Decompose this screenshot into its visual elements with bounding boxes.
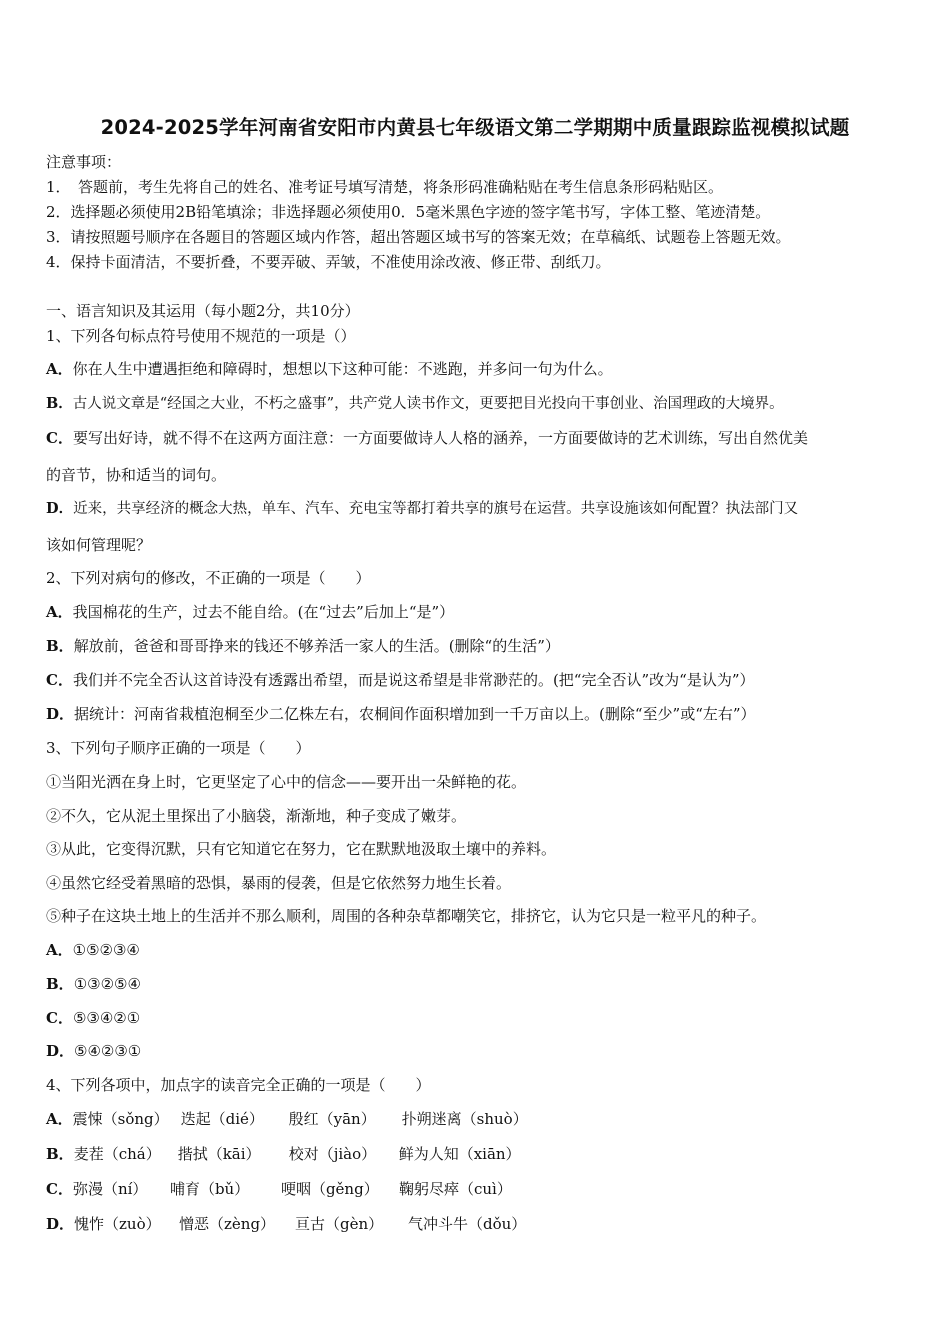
question-1-option-b (46, 394, 784, 414)
option-text: ①⑤②③④ (72, 941, 140, 959)
question-3-sentence-4: ④虽然它经受着黑暗的恐惧，暴雨的侵袭，但是它依然努力地生长着。 (46, 874, 512, 892)
option-word: 愧怍（zuò） (74, 1215, 161, 1233)
option-word: 震悚（sǒng） (72, 1110, 169, 1128)
notice-heading: 注意事项： (46, 153, 122, 171)
notice-item-3: 3．请按照题号顺序在各题目的答题区域内作答，超出答题区域书写的答案无效；在草稿纸、试题卷上答题无效。 (46, 228, 791, 246)
question-3-sentence-1: ①当阳光洒在身上时，它更坚定了心中的信念——要开出一朵鲜艳的花。 (46, 773, 527, 791)
question-1-option-c-cont: 的音节，协和适当的词句。 (46, 466, 227, 484)
option-text: 解放前，爸爸和哥哥挣来的钱还不够养活一家人的生活。(删除“的生活”） (73, 637, 560, 655)
option-word: 揩拭（kāi） (177, 1145, 261, 1163)
option-text: ①③②⑤④ (73, 975, 141, 993)
option-label: B． (46, 395, 73, 412)
question-4-stem: 4、下列各项中，加点字的读音完全正确的一项是（ ） (46, 1076, 431, 1094)
notice-item-4: 4．保持卡面清洁，不要折叠，不要弄破、弄皱，不准使用涂改液、修正带、刮纸刀。 (46, 253, 611, 271)
option-label: B． (46, 1145, 74, 1163)
option-word: 麦茬（chá） (73, 1145, 161, 1163)
question-2-option-b (46, 636, 560, 656)
question-2-option-c (46, 670, 754, 690)
option-label: D． (46, 1042, 75, 1060)
option-word: 气冲斗牛（dǒu） (408, 1215, 527, 1233)
question-1-stem: 1、下列各句标点符号使用不规范的一项是（） (46, 327, 356, 345)
question-3-sentence-2: ②不久，它从泥土里探出了小脑袋，渐渐地，种子变成了嫩芽。 (46, 807, 467, 825)
option-label: D． (46, 500, 74, 517)
option-label: A． (46, 603, 73, 621)
option-word: 憎恶（zèng） (179, 1215, 276, 1233)
option-word: 哺育（bǔ） (169, 1180, 250, 1198)
question-2-stem: 2、下列对病句的修改，不正确的一项是（ ） (46, 569, 371, 587)
option-word: 殷红（yān） (288, 1110, 376, 1128)
option-text: 要写出好诗，就不得不在这两方面注意：一方面要做诗人人格的涵养，一方面要做诗的艺术训练，写出自然优美 (72, 429, 808, 447)
option-word: 迭起（dié） (180, 1110, 264, 1128)
question-1-option-c (46, 428, 808, 448)
option-label: B． (46, 637, 74, 655)
option-label: B． (46, 975, 74, 993)
question-4-option-b (46, 1144, 521, 1164)
notice-item-2: 2．选择题必须使用2B铅笔填涂；非选择题必须使用0．5毫米黑色字迹的签字笔书写，字体工整、笔迹清楚。 (46, 203, 771, 221)
question-3-sentence-3: ③从此，它变得沉默，只有它知道它在努力，它在默默地汲取土壤中的养料。 (46, 840, 557, 858)
option-text: 古人说文章是“经国之大业，不朽之盛事”，共产党人读书作文，更要把目光投向干事创业、治国理政的大境界。 (72, 396, 784, 412)
option-label: D． (46, 1215, 75, 1233)
option-label: C． (46, 429, 73, 447)
option-label: C． (46, 671, 73, 689)
question-2-option-d (46, 704, 756, 724)
option-label: C． (46, 1009, 73, 1027)
question-4-option-a (46, 1109, 528, 1129)
section-heading: 一、语言知识及其运用（每小题2分，共10分） (46, 302, 360, 320)
notice-item-1: 1． 答题前，考生先将自己的姓名、准考证号填写清楚，将条形码准确粘贴在考生信息条形码粘贴区。 (46, 178, 724, 196)
question-3-option-b (46, 974, 141, 994)
question-1-option-d-cont: 该如何管理呢？ (46, 536, 152, 554)
question-3-stem: 3、下列句子顺序正确的一项是（ ） (46, 739, 311, 757)
option-label: A． (46, 941, 73, 959)
option-word: 亘古（gèn） (295, 1215, 384, 1233)
option-word: 弥漫（ní） (72, 1180, 148, 1198)
question-4-option-c (46, 1179, 512, 1199)
page-title: 2024-2025学年河南省安阳市内黄县七年级语文第二学期期中质量跟踪监视模拟试题 (100, 116, 850, 139)
question-2-option-a (46, 602, 454, 622)
question-4-option-d (46, 1214, 526, 1234)
option-label: A． (46, 1110, 73, 1128)
option-text: ⑤④②③① (74, 1042, 142, 1060)
option-word: 校对（jiào） (288, 1145, 377, 1163)
option-word: 扑朔迷离（shuò） (401, 1110, 528, 1128)
option-label: A． (46, 360, 73, 378)
question-1-option-a (46, 359, 613, 379)
option-word: 鲜为人知（xiān） (398, 1145, 521, 1163)
option-text: 我国棉花的生产，过去不能自给。(在“过去”后加上“是”） (72, 603, 455, 621)
option-word: 哽咽（gěng） (280, 1180, 379, 1198)
option-text: 我们并不完全否认这首诗没有透露出希望，而是说这希望是非常渺茫的。(把“完全否认”改为“是认为”） (72, 671, 755, 689)
option-word: 鞠躬尽瘁（cuì） (398, 1180, 512, 1198)
question-3-option-d (46, 1041, 141, 1061)
question-1-option-d (46, 499, 798, 519)
option-text: 据统计：河南省栽植泡桐至少二亿株左右，农桐间作面积增加到一千万亩以上。(删除“至少”或“左右”） (74, 705, 756, 723)
question-3-option-a (46, 940, 140, 960)
option-text: 近来，共享经济的概念大热，单车、汽车、充电宝等都打着共享的旗号在运营。共享设施该如何配置？执法部门又 (73, 501, 799, 517)
question-3-sentence-5: ⑤种子在这块土地上的生活并不那么顺利，周围的各种杂草都嘲笑它，排挤它，认为它只是一粒平凡的种子。 (46, 907, 767, 925)
option-text: ⑤③④②① (72, 1009, 141, 1027)
question-3-option-c (46, 1008, 140, 1028)
option-label: D． (46, 705, 75, 723)
option-text: 你在人生中遭遇拒绝和障碍时，想想以下这种可能：不逃跑，并多问一句为什么。 (72, 360, 613, 378)
option-label: C． (46, 1180, 73, 1198)
